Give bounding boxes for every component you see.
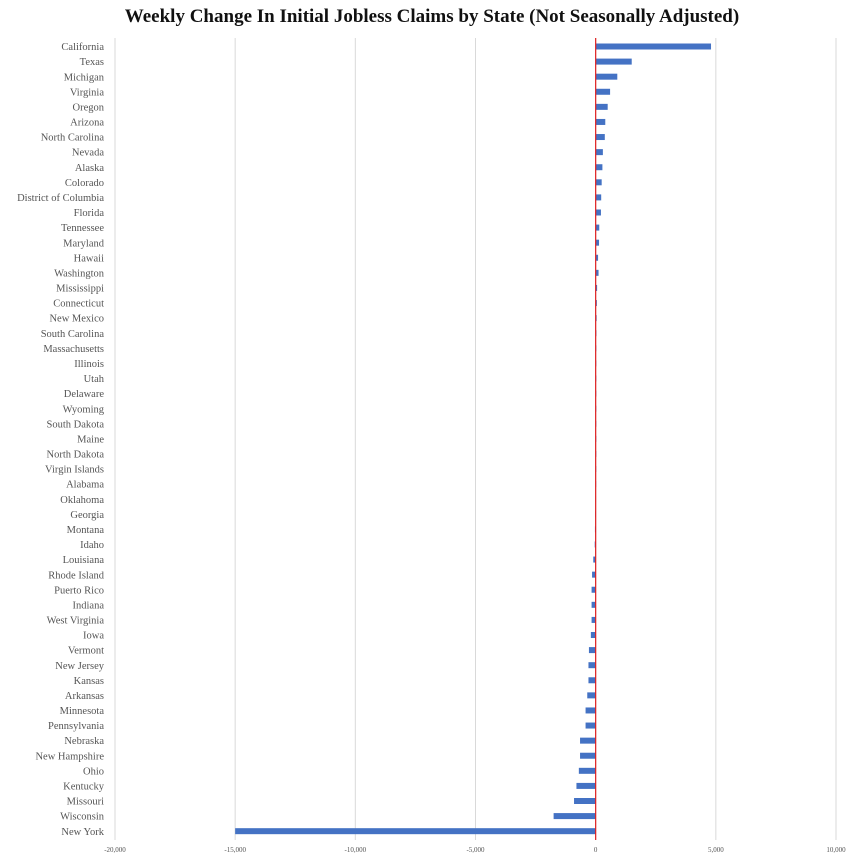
category-label: Vermont — [67, 645, 104, 657]
category-label: Arizona — [70, 117, 104, 129]
bar — [592, 602, 596, 608]
x-tick-labels — [104, 846, 846, 854]
bar — [592, 587, 596, 593]
category-label: New Mexico — [49, 313, 104, 325]
x-tick-label: -20,000 — [104, 846, 126, 854]
bar — [596, 44, 711, 50]
category-label: Mississippi — [56, 283, 104, 295]
chart-title: Weekly Change In Initial Jobless Claims by State (Not Seasonally Adjusted) — [124, 6, 740, 27]
category-label: Ohio — [83, 766, 104, 778]
category-label: Maine — [77, 434, 104, 446]
category-label: Idaho — [80, 540, 104, 552]
category-label: Kentucky — [63, 781, 104, 793]
category-label: Missouri — [66, 796, 104, 808]
category-label: Connecticut — [53, 298, 104, 310]
x-tick-label: -15,000 — [224, 846, 246, 854]
bar — [596, 89, 610, 95]
category-label: Nevada — [71, 147, 104, 159]
category-label: Tennessee — [61, 223, 104, 235]
category-label: Virginia — [69, 87, 104, 99]
category-label: Hawaii — [73, 253, 104, 265]
category-label: Indiana — [72, 600, 104, 612]
category-label: Louisiana — [62, 555, 104, 567]
category-label: Oklahoma — [60, 494, 104, 506]
bar — [596, 149, 603, 155]
x-tick-label: 10,000 — [826, 846, 846, 854]
category-label: Iowa — [83, 630, 104, 642]
category-label: Michigan — [63, 72, 104, 84]
bar — [596, 134, 605, 140]
bar — [235, 828, 596, 834]
category-label: Maryland — [63, 238, 104, 250]
category-label: Nebraska — [64, 736, 104, 748]
category-label: Delaware — [63, 389, 104, 401]
bar — [596, 164, 603, 170]
bar — [591, 632, 596, 638]
bar — [596, 74, 618, 80]
bar — [554, 813, 596, 819]
x-tick-label: 0 — [593, 846, 598, 854]
bar — [580, 753, 596, 759]
bar — [576, 783, 595, 789]
gridlines — [115, 38, 836, 840]
bar — [579, 768, 596, 774]
bar — [592, 617, 596, 623]
bar — [587, 692, 595, 698]
category-label: Wyoming — [62, 404, 104, 416]
bar — [586, 707, 596, 713]
category-label: District of Columbia — [17, 193, 104, 204]
bar — [596, 194, 602, 200]
category-label: Texas — [79, 57, 104, 69]
bar — [589, 647, 596, 653]
category-label: Massachusetts — [43, 343, 104, 355]
bar — [580, 738, 596, 744]
category-label: Puerto Rico — [54, 585, 104, 597]
category-label: Colorado — [64, 177, 104, 189]
category-label: Pennsylvania — [48, 721, 104, 733]
category-label: Washington — [54, 268, 104, 280]
category-label: Alabama — [66, 479, 104, 491]
category-label: Oregon — [72, 102, 104, 114]
category-label: California — [61, 42, 104, 54]
category-label: West Virginia — [46, 615, 104, 627]
category-label: Illinois — [74, 358, 104, 370]
category-label: North Dakota — [46, 449, 104, 461]
category-label: South Dakota — [46, 419, 104, 431]
bar — [574, 798, 596, 804]
bar — [596, 104, 608, 110]
bar — [596, 179, 602, 185]
category-label: Utah — [83, 374, 104, 386]
category-label: New Hampshire — [35, 751, 104, 763]
category-label: Wisconsin — [60, 811, 104, 823]
category-label: Alaska — [74, 162, 104, 174]
category-label: Minnesota — [59, 706, 104, 718]
bar — [596, 209, 601, 215]
bar — [588, 677, 595, 683]
category-label: Georgia — [70, 509, 104, 521]
category-label: New Jersey — [55, 660, 104, 672]
x-tick-label: -5,000 — [466, 846, 485, 854]
bar — [588, 662, 595, 668]
category-labels — [17, 42, 105, 838]
category-label: Florida — [73, 208, 104, 220]
category-label: Virgin Islands — [45, 464, 104, 476]
category-label: Montana — [66, 524, 104, 536]
bar — [586, 723, 596, 729]
x-tick-label: 5,000 — [707, 846, 724, 854]
bar — [596, 59, 632, 65]
bars — [235, 44, 711, 835]
category-label: Kansas — [73, 675, 104, 687]
category-label: Rhode Island — [48, 570, 104, 582]
category-label: North Carolina — [40, 132, 104, 144]
x-tick-label: -10,000 — [344, 846, 367, 854]
category-label: South Carolina — [40, 328, 104, 340]
category-label: Arkansas — [64, 690, 104, 702]
category-label: New York — [61, 826, 104, 838]
bar — [596, 119, 606, 125]
